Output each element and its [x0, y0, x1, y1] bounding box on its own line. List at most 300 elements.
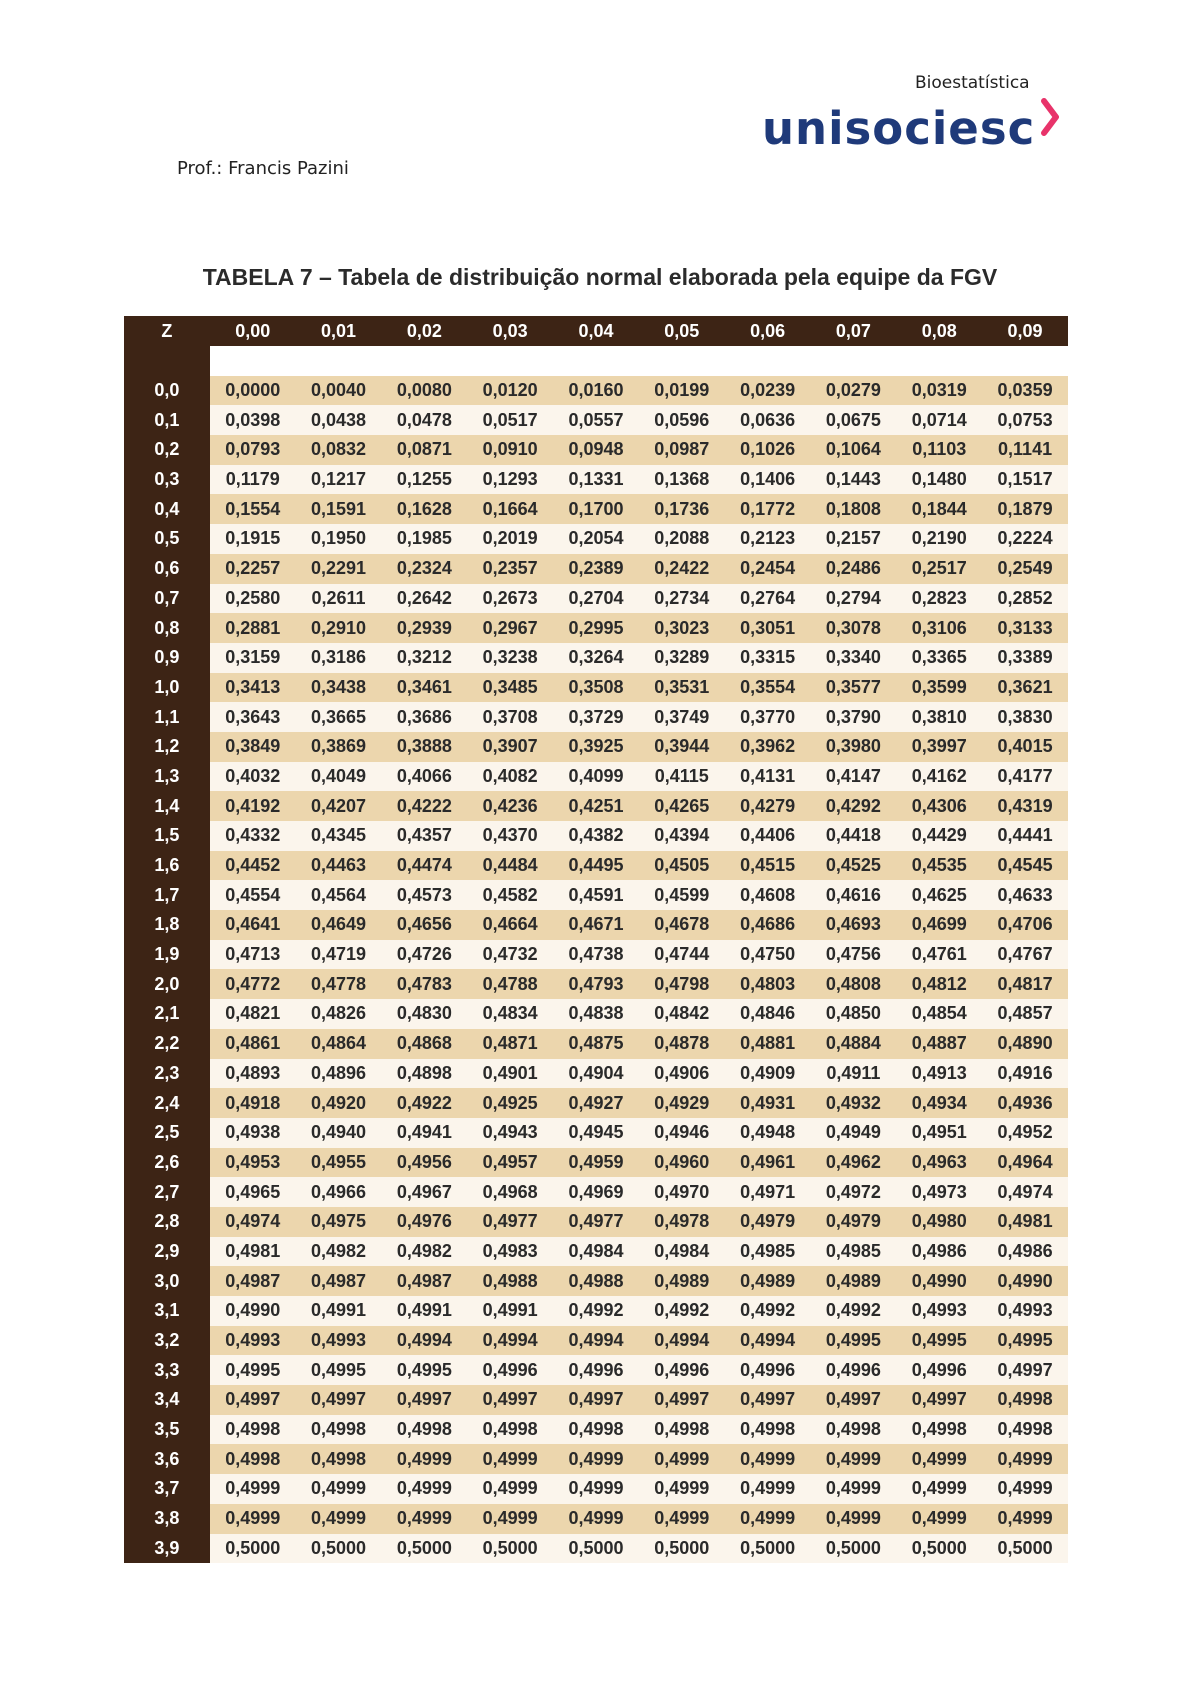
- probability-cell: 0,4981: [982, 1207, 1068, 1237]
- probability-cell: 0,2734: [639, 584, 725, 614]
- probability-cell: 0,4625: [896, 880, 982, 910]
- probability-cell: 0,4997: [811, 1385, 897, 1415]
- spacer-cell: [982, 346, 1068, 376]
- probability-cell: 0,4803: [725, 969, 811, 999]
- probability-cell: 0,4099: [553, 762, 639, 792]
- probability-cell: 0,5000: [210, 1534, 296, 1564]
- column-header: 0,01: [296, 316, 382, 346]
- probability-cell: 0,3106: [896, 613, 982, 643]
- z-value-cell: 2,8: [124, 1207, 210, 1237]
- spacer-cell: [381, 346, 467, 376]
- probability-cell: 0,4772: [210, 969, 296, 999]
- probability-cell: 0,3159: [210, 643, 296, 673]
- probability-cell: 0,3790: [811, 702, 897, 732]
- probability-cell: 0,1591: [296, 494, 382, 524]
- table-row: [124, 1504, 1068, 1534]
- probability-cell: 0,3461: [381, 673, 467, 703]
- probability-cell: 0,3186: [296, 643, 382, 673]
- probability-cell: 0,4382: [553, 821, 639, 851]
- probability-cell: 0,0040: [296, 376, 382, 406]
- probability-cell: 0,4998: [639, 1415, 725, 1445]
- probability-cell: 0,4693: [811, 910, 897, 940]
- probability-cell: 0,1406: [725, 465, 811, 495]
- probability-cell: 0,4147: [811, 762, 897, 792]
- table-row: [124, 1059, 1068, 1089]
- probability-cell: 0,4988: [553, 1266, 639, 1296]
- probability-cell: 0,4868: [381, 1029, 467, 1059]
- probability-cell: 0,4265: [639, 791, 725, 821]
- probability-cell: 0,4995: [210, 1355, 296, 1385]
- z-value-cell: 0,5: [124, 524, 210, 554]
- z-value-cell: 3,9: [124, 1534, 210, 1564]
- probability-cell: 0,5000: [467, 1534, 553, 1564]
- probability-cell: 0,4965: [210, 1177, 296, 1207]
- probability-cell: 0,5000: [296, 1534, 382, 1564]
- table-row: [124, 791, 1068, 821]
- table-row: [124, 1088, 1068, 1118]
- table-row: [124, 821, 1068, 851]
- probability-cell: 0,1844: [896, 494, 982, 524]
- probability-cell: 0,3340: [811, 643, 897, 673]
- probability-cell: 0,4406: [725, 821, 811, 851]
- probability-cell: 0,4582: [467, 880, 553, 910]
- probability-cell: 0,4616: [811, 880, 897, 910]
- probability-cell: 0,4115: [639, 762, 725, 792]
- probability-cell: 0,3264: [553, 643, 639, 673]
- probability-cell: 0,2257: [210, 554, 296, 584]
- probability-cell: 0,3810: [896, 702, 982, 732]
- table-row: [124, 554, 1068, 584]
- probability-cell: 0,4982: [381, 1237, 467, 1267]
- probability-cell: 0,4975: [296, 1207, 382, 1237]
- probability-cell: 0,4990: [896, 1266, 982, 1296]
- probability-cell: 0,4319: [982, 791, 1068, 821]
- probability-cell: 0,4998: [553, 1415, 639, 1445]
- probability-cell: 0,4998: [896, 1415, 982, 1445]
- table-row: [124, 880, 1068, 910]
- spacer-cell: [296, 346, 382, 376]
- probability-cell: 0,4394: [639, 821, 725, 851]
- probability-cell: 0,4998: [982, 1415, 1068, 1445]
- probability-cell: 0,0000: [210, 376, 296, 406]
- probability-cell: 0,0398: [210, 405, 296, 435]
- probability-cell: 0,1064: [811, 435, 897, 465]
- probability-cell: 0,2881: [210, 613, 296, 643]
- z-value-cell: 1,0: [124, 673, 210, 703]
- column-header: 0,02: [381, 316, 467, 346]
- probability-cell: 0,4515: [725, 851, 811, 881]
- probability-cell: 0,4985: [725, 1237, 811, 1267]
- probability-cell: 0,4996: [467, 1355, 553, 1385]
- table-row: [124, 1296, 1068, 1326]
- probability-cell: 0,2704: [553, 584, 639, 614]
- z-value-cell: 3,7: [124, 1474, 210, 1504]
- probability-cell: 0,4554: [210, 880, 296, 910]
- probability-cell: 0,4732: [467, 940, 553, 970]
- probability-cell: 0,1103: [896, 435, 982, 465]
- probability-cell: 0,3531: [639, 673, 725, 703]
- probability-cell: 0,4936: [982, 1088, 1068, 1118]
- probability-cell: 0,4999: [553, 1444, 639, 1474]
- probability-cell: 0,4991: [381, 1296, 467, 1326]
- table-row: [124, 910, 1068, 940]
- table-row: [124, 1355, 1068, 1385]
- probability-cell: 0,4997: [467, 1385, 553, 1415]
- probability-cell: 0,4922: [381, 1088, 467, 1118]
- probability-cell: 0,4738: [553, 940, 639, 970]
- probability-cell: 0,4989: [811, 1266, 897, 1296]
- probability-cell: 0,4985: [811, 1237, 897, 1267]
- probability-cell: 0,4082: [467, 762, 553, 792]
- spacer-cell: [210, 346, 296, 376]
- probability-cell: 0,4525: [811, 851, 897, 881]
- probability-cell: 0,4573: [381, 880, 467, 910]
- probability-cell: 0,1628: [381, 494, 467, 524]
- z-value-cell: 3,8: [124, 1504, 210, 1534]
- probability-cell: 0,4998: [210, 1415, 296, 1445]
- probability-cell: 0,4909: [725, 1059, 811, 1089]
- probability-cell: 0,4969: [553, 1177, 639, 1207]
- probability-cell: 0,0279: [811, 376, 897, 406]
- table-row: [124, 1148, 1068, 1178]
- probability-cell: 0,4991: [296, 1296, 382, 1326]
- probability-cell: 0,4990: [210, 1296, 296, 1326]
- probability-cell: 0,4974: [210, 1207, 296, 1237]
- table-row: [124, 940, 1068, 970]
- z-value-cell: 2,1: [124, 999, 210, 1029]
- probability-cell: 0,4999: [811, 1504, 897, 1534]
- probability-cell: 0,3729: [553, 702, 639, 732]
- probability-cell: 0,4987: [210, 1266, 296, 1296]
- probability-cell: 0,4999: [639, 1444, 725, 1474]
- probability-cell: 0,4878: [639, 1029, 725, 1059]
- probability-cell: 0,4678: [639, 910, 725, 940]
- probability-cell: 0,0359: [982, 376, 1068, 406]
- probability-cell: 0,4999: [982, 1504, 1068, 1534]
- column-header: 0,06: [725, 316, 811, 346]
- z-value-cell: 3,0: [124, 1266, 210, 1296]
- probability-cell: 0,4992: [811, 1296, 897, 1326]
- table-row: [124, 762, 1068, 792]
- probability-cell: 0,4778: [296, 969, 382, 999]
- professor-name: Prof.: Francis Pazini: [177, 158, 349, 179]
- probability-cell: 0,4896: [296, 1059, 382, 1089]
- probability-cell: 0,4999: [811, 1444, 897, 1474]
- probability-cell: 0,4959: [553, 1148, 639, 1178]
- z-value-cell: 0,6: [124, 554, 210, 584]
- probability-cell: 0,4999: [467, 1444, 553, 1474]
- probability-cell: 0,0636: [725, 405, 811, 435]
- probability-cell: 0,4973: [896, 1177, 982, 1207]
- probability-cell: 0,4418: [811, 821, 897, 851]
- probability-cell: 0,4452: [210, 851, 296, 881]
- probability-cell: 0,4989: [639, 1266, 725, 1296]
- probability-cell: 0,4798: [639, 969, 725, 999]
- probability-cell: 0,4982: [296, 1237, 382, 1267]
- probability-cell: 0,1217: [296, 465, 382, 495]
- logo-text: unisociesc: [762, 101, 1036, 155]
- probability-cell: 0,1179: [210, 465, 296, 495]
- probability-cell: 0,5000: [381, 1534, 467, 1564]
- z-value-cell: 0,3: [124, 465, 210, 495]
- table-row: [124, 1444, 1068, 1474]
- probability-cell: 0,4207: [296, 791, 382, 821]
- probability-cell: 0,4306: [896, 791, 982, 821]
- probability-cell: 0,3869: [296, 732, 382, 762]
- probability-cell: 0,4997: [896, 1385, 982, 1415]
- probability-cell: 0,4999: [210, 1504, 296, 1534]
- probability-cell: 0,4997: [553, 1385, 639, 1415]
- probability-cell: 0,4962: [811, 1148, 897, 1178]
- probability-cell: 0,4750: [725, 940, 811, 970]
- probability-cell: 0,1331: [553, 465, 639, 495]
- probability-cell: 0,4177: [982, 762, 1068, 792]
- spacer-cell: [639, 346, 725, 376]
- z-value-cell: 3,5: [124, 1415, 210, 1445]
- table-row: [124, 1385, 1068, 1415]
- probability-cell: 0,3621: [982, 673, 1068, 703]
- probability-cell: 0,3944: [639, 732, 725, 762]
- probability-cell: 0,4671: [553, 910, 639, 940]
- probability-cell: 0,3389: [982, 643, 1068, 673]
- probability-cell: 0,4357: [381, 821, 467, 851]
- spacer-cell: [896, 346, 982, 376]
- probability-cell: 0,0517: [467, 405, 553, 435]
- probability-cell: 0,4726: [381, 940, 467, 970]
- probability-cell: 0,1915: [210, 524, 296, 554]
- probability-cell: 0,3770: [725, 702, 811, 732]
- probability-cell: 0,4999: [553, 1504, 639, 1534]
- probability-cell: 0,1879: [982, 494, 1068, 524]
- probability-cell: 0,4997: [982, 1355, 1068, 1385]
- probability-cell: 0,4998: [982, 1385, 1068, 1415]
- z-value-cell: 0,0: [124, 376, 210, 406]
- probability-cell: 0,4925: [467, 1088, 553, 1118]
- probability-cell: 0,4484: [467, 851, 553, 881]
- probability-cell: 0,4861: [210, 1029, 296, 1059]
- probability-cell: 0,4999: [639, 1504, 725, 1534]
- probability-cell: 0,4929: [639, 1088, 725, 1118]
- probability-cell: 0,2389: [553, 554, 639, 584]
- probability-cell: 0,3023: [639, 613, 725, 643]
- probability-cell: 0,2517: [896, 554, 982, 584]
- probability-cell: 0,3925: [553, 732, 639, 762]
- probability-cell: 0,1480: [896, 465, 982, 495]
- table-row: [124, 1534, 1068, 1564]
- probability-cell: 0,1808: [811, 494, 897, 524]
- probability-cell: 0,4998: [467, 1415, 553, 1445]
- probability-cell: 0,4991: [467, 1296, 553, 1326]
- z-value-cell: 3,1: [124, 1296, 210, 1326]
- probability-cell: 0,4970: [639, 1177, 725, 1207]
- probability-cell: 0,4699: [896, 910, 982, 940]
- probability-cell: 0,0832: [296, 435, 382, 465]
- probability-cell: 0,4999: [296, 1504, 382, 1534]
- probability-cell: 0,3849: [210, 732, 296, 762]
- probability-cell: 0,4996: [725, 1355, 811, 1385]
- table-row: [124, 1118, 1068, 1148]
- probability-cell: 0,4345: [296, 821, 382, 851]
- probability-cell: 0,1141: [982, 435, 1068, 465]
- probability-cell: 0,3665: [296, 702, 382, 732]
- probability-cell: 0,4292: [811, 791, 897, 821]
- probability-cell: 0,3289: [639, 643, 725, 673]
- probability-cell: 0,4956: [381, 1148, 467, 1178]
- spacer-cell: [467, 346, 553, 376]
- probability-cell: 0,4987: [296, 1266, 382, 1296]
- probability-cell: 0,0438: [296, 405, 382, 435]
- probability-cell: 0,4998: [296, 1415, 382, 1445]
- probability-cell: 0,4940: [296, 1118, 382, 1148]
- table-title: TABELA 7 – Tabela de distribuição normal elaborada pela equipe da FGV: [202, 264, 998, 290]
- column-header: 0,00: [210, 316, 296, 346]
- probability-cell: 0,4463: [296, 851, 382, 881]
- probability-cell: 0,4999: [725, 1444, 811, 1474]
- table-row: [124, 1415, 1068, 1445]
- probability-cell: 0,4761: [896, 940, 982, 970]
- probability-cell: 0,4986: [982, 1237, 1068, 1267]
- normal-distribution-table: [124, 316, 1068, 1563]
- probability-cell: 0,4992: [725, 1296, 811, 1326]
- probability-cell: 0,4767: [982, 940, 1068, 970]
- probability-cell: 0,4997: [210, 1385, 296, 1415]
- probability-cell: 0,4999: [811, 1474, 897, 1504]
- probability-cell: 0,4842: [639, 999, 725, 1029]
- table-row: [124, 1237, 1068, 1267]
- probability-cell: 0,4850: [811, 999, 897, 1029]
- probability-cell: 0,0319: [896, 376, 982, 406]
- probability-cell: 0,5000: [725, 1534, 811, 1564]
- probability-cell: 0,0910: [467, 435, 553, 465]
- spacer-cell: [811, 346, 897, 376]
- probability-cell: 0,2054: [553, 524, 639, 554]
- probability-cell: 0,4997: [296, 1385, 382, 1415]
- probability-cell: 0,4332: [210, 821, 296, 851]
- probability-cell: 0,1736: [639, 494, 725, 524]
- probability-cell: 0,4664: [467, 910, 553, 940]
- probability-cell: 0,4988: [467, 1266, 553, 1296]
- probability-cell: 0,4920: [296, 1088, 382, 1118]
- table-row: [124, 1266, 1068, 1296]
- table-row: [124, 524, 1068, 554]
- table-row: [124, 643, 1068, 673]
- table-row: [124, 1029, 1068, 1059]
- probability-cell: 0,4948: [725, 1118, 811, 1148]
- probability-cell: 0,4881: [725, 1029, 811, 1059]
- table-row: [124, 376, 1068, 406]
- probability-cell: 0,4964: [982, 1148, 1068, 1178]
- z-value-cell: 0,2: [124, 435, 210, 465]
- probability-cell: 0,1368: [639, 465, 725, 495]
- z-value-cell: 2,5: [124, 1118, 210, 1148]
- probability-cell: 0,4999: [725, 1504, 811, 1534]
- probability-cell: 0,3708: [467, 702, 553, 732]
- probability-cell: 0,4978: [639, 1207, 725, 1237]
- probability-cell: 0,3962: [725, 732, 811, 762]
- probability-cell: 0,4279: [725, 791, 811, 821]
- probability-cell: 0,4968: [467, 1177, 553, 1207]
- z-value-cell: 1,8: [124, 910, 210, 940]
- probability-cell: 0,4821: [210, 999, 296, 1029]
- probability-cell: 0,3980: [811, 732, 897, 762]
- z-value-cell: 3,6: [124, 1444, 210, 1474]
- probability-cell: 0,4993: [210, 1326, 296, 1356]
- probability-cell: 0,4162: [896, 762, 982, 792]
- probability-cell: 0,4999: [639, 1474, 725, 1504]
- probability-cell: 0,4066: [381, 762, 467, 792]
- probability-cell: 0,4994: [553, 1326, 639, 1356]
- probability-cell: 0,4854: [896, 999, 982, 1029]
- probability-cell: 0,0987: [639, 435, 725, 465]
- probability-cell: 0,4846: [725, 999, 811, 1029]
- probability-cell: 0,1554: [210, 494, 296, 524]
- z-value-cell: 1,2: [124, 732, 210, 762]
- column-header: 0,07: [811, 316, 897, 346]
- column-header: 0,09: [982, 316, 1068, 346]
- probability-cell: 0,3078: [811, 613, 897, 643]
- probability-cell: 0,4977: [553, 1207, 639, 1237]
- probability-cell: 0,4993: [982, 1296, 1068, 1326]
- probability-cell: 0,2224: [982, 524, 1068, 554]
- probability-cell: 0,4963: [896, 1148, 982, 1178]
- probability-cell: 0,1255: [381, 465, 467, 495]
- probability-cell: 0,4980: [896, 1207, 982, 1237]
- probability-cell: 0,3212: [381, 643, 467, 673]
- probability-cell: 0,2642: [381, 584, 467, 614]
- probability-cell: 0,2580: [210, 584, 296, 614]
- probability-cell: 0,1664: [467, 494, 553, 524]
- probability-cell: 0,0199: [639, 376, 725, 406]
- probability-cell: 0,4986: [896, 1237, 982, 1267]
- probability-cell: 0,4955: [296, 1148, 382, 1178]
- probability-cell: 0,4995: [982, 1326, 1068, 1356]
- probability-cell: 0,4998: [811, 1415, 897, 1445]
- z-value-cell: 2,6: [124, 1148, 210, 1178]
- probability-cell: 0,3599: [896, 673, 982, 703]
- probability-cell: 0,3997: [896, 732, 982, 762]
- probability-cell: 0,3888: [381, 732, 467, 762]
- probability-cell: 0,4495: [553, 851, 639, 881]
- probability-cell: 0,4993: [296, 1326, 382, 1356]
- probability-cell: 0,3315: [725, 643, 811, 673]
- probability-cell: 0,4977: [467, 1207, 553, 1237]
- probability-cell: 0,4971: [725, 1177, 811, 1207]
- probability-cell: 0,4911: [811, 1059, 897, 1089]
- z-value-cell: 2,0: [124, 969, 210, 999]
- probability-cell: 0,4826: [296, 999, 382, 1029]
- probability-cell: 0,4505: [639, 851, 725, 881]
- probability-cell: 0,4545: [982, 851, 1068, 881]
- chevron-right-icon: [1039, 97, 1061, 137]
- table-row: [124, 465, 1068, 495]
- probability-cell: 0,4990: [982, 1266, 1068, 1296]
- probability-cell: 0,3686: [381, 702, 467, 732]
- probability-cell: 0,4898: [381, 1059, 467, 1089]
- probability-cell: 0,3577: [811, 673, 897, 703]
- z-value-cell: 2,7: [124, 1177, 210, 1207]
- table-row: [124, 1177, 1068, 1207]
- probability-cell: 0,4989: [725, 1266, 811, 1296]
- probability-cell: 0,4984: [553, 1237, 639, 1267]
- probability-cell: 0,4890: [982, 1029, 1068, 1059]
- probability-cell: 0,4999: [982, 1444, 1068, 1474]
- probability-cell: 0,4983: [467, 1237, 553, 1267]
- probability-cell: 0,2123: [725, 524, 811, 554]
- probability-cell: 0,4952: [982, 1118, 1068, 1148]
- probability-cell: 0,4994: [381, 1326, 467, 1356]
- probability-cell: 0,5000: [639, 1534, 725, 1564]
- probability-cell: 0,4599: [639, 880, 725, 910]
